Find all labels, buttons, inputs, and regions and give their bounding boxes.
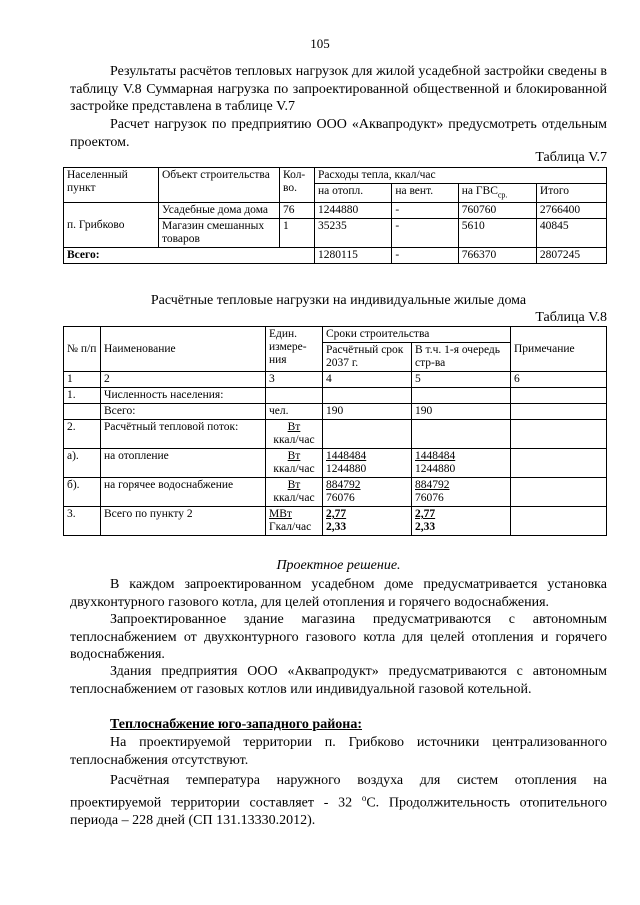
t7-gvs-label: на ГВС (461, 185, 498, 197)
t7-heating: 35235 (315, 219, 392, 248)
t7-object: Усадебные дома дома (159, 203, 280, 219)
t8-first-bot: 76076 (415, 492, 444, 504)
t7-sum-total: 2807245 (536, 248, 606, 264)
table-row (64, 388, 607, 404)
table-v7 (63, 167, 607, 264)
t7-header-object: Объект строительства (159, 168, 280, 203)
solution-paragraph-3: Здания предприятия ООО «Аквапродукт» предусматриваются с автономным теплоснабжением от газовых котлов или индивидуальной газовой котельной. (70, 664, 607, 697)
t7-gvs: 760760 (458, 203, 536, 219)
t8-unit-bot: ккал/час (273, 463, 315, 475)
temp-text-after: С. Продолжительность отопительного периода – 228 дней (СП 131.13330.2012). (70, 795, 608, 828)
t8-header-calc: Расчётный срок 2037 г. (323, 343, 412, 372)
t8-first (412, 478, 511, 507)
t7-sum-vent: - (392, 248, 458, 264)
table-row (64, 507, 607, 536)
intro-paragraph-1: Результаты расчётов тепловых нагрузок для жилой усадебной застройки сведены в таблицу V.8 Суммарная нагрузка по запроектированной общественной и блокированной застройке представлена в таблице V.7 (70, 64, 607, 114)
table-row (64, 478, 607, 507)
t8-calc-top: 2,77 (326, 508, 347, 520)
t8-unit: чел. (266, 404, 323, 420)
t8-calc: 190 (323, 404, 412, 420)
t8-unit (266, 449, 323, 478)
t8-colnum: 5 (412, 372, 511, 388)
t8-name: Расчётный тепловой поток: (101, 420, 266, 449)
table-v8 (63, 326, 607, 536)
t8-header-unit: Един. измере-ния (266, 327, 323, 372)
t8-first-top: 884792 (415, 479, 450, 491)
table-row (64, 203, 607, 219)
t8-name: Всего по пункту 2 (101, 507, 266, 536)
t8-calc-bot: 1244880 (326, 463, 367, 475)
t8-colnum: 4 (323, 372, 412, 388)
t8-name: Численность населения: (101, 388, 266, 404)
t8-no: 2. (64, 420, 101, 449)
southwest-paragraph-1: На проектируемой территории п. Грибково источники централизованного теплоснабжения отсутствуют. (70, 735, 607, 768)
t7-count: 1 (280, 219, 315, 248)
t7-header-heating: на отопл. (315, 184, 392, 203)
t7-count: 76 (280, 203, 315, 219)
t7-gvs: 5610 (458, 219, 536, 248)
t7-header-gvs (458, 184, 536, 203)
t8-no: б). (64, 478, 101, 507)
t8-calc (323, 478, 412, 507)
table8-title: Расчётные тепловые нагрузки на индивидуальные жилые дома (150, 293, 527, 308)
t7-sum-gvs: 766370 (458, 248, 536, 264)
t7-heating: 1244880 (315, 203, 392, 219)
t8-unit (266, 507, 323, 536)
t8-calc (323, 507, 412, 536)
t8-header-terms: Сроки строительства (323, 327, 511, 343)
t8-colnum: 6 (511, 372, 607, 388)
t8-first (412, 449, 511, 478)
t8-header-first: В т.ч. 1-я очередь стр-ва (412, 343, 511, 372)
t8-calc (323, 449, 412, 478)
t8-calc-top: 884792 (326, 479, 361, 491)
t8-name: на горячее водоснабжение (101, 478, 266, 507)
table-row (64, 404, 607, 420)
t8-name: на отопление (101, 449, 266, 478)
t7-header-total: Итого (536, 184, 606, 203)
page-number: 105 (310, 36, 330, 51)
table8-caption: Таблица V.8 (535, 310, 607, 325)
t8-empty (412, 420, 511, 449)
t8-first: 190 (412, 404, 511, 420)
t7-total: 40845 (536, 219, 606, 248)
t8-no: 1. (64, 388, 101, 404)
solution-paragraph-2: Запроектированное здание магазина предусматриваются с автономным теплоснабжением от двухконтурного газового котла для целей отопления и горячего водоснабжения. (70, 612, 607, 662)
solution-title: Проектное решение. (276, 558, 401, 573)
t7-sum-heating: 1280115 (315, 248, 392, 264)
table7-caption: Таблица V.7 (535, 150, 607, 165)
t8-unit-top: Вт (287, 450, 301, 462)
t8-no: 3. (64, 507, 101, 536)
t8-empty (64, 404, 101, 420)
t8-empty (511, 388, 607, 404)
t7-sum-label: Всего: (64, 248, 315, 264)
t8-colnum: 2 (101, 372, 266, 388)
table-row-total (64, 248, 607, 264)
t7-settlement: п. Грибково (64, 203, 159, 248)
southwest-heading: Теплоснабжение юго-западного района: (110, 717, 363, 732)
t8-unit-top: Вт (287, 479, 301, 491)
southwest-heading-line (70, 716, 607, 734)
table-row (64, 372, 607, 388)
t8-empty (412, 388, 511, 404)
southwest-paragraph-2 (70, 772, 607, 829)
t8-empty (511, 404, 607, 420)
t8-empty (323, 388, 412, 404)
t8-header-no: № п/п (64, 327, 101, 372)
t8-name: Всего: (101, 404, 266, 420)
t8-empty (511, 449, 607, 478)
table-row (64, 449, 607, 478)
t8-first-top: 1448484 (415, 450, 456, 462)
t8-colnum: 1 (64, 372, 101, 388)
t7-header-count: Кол-во. (280, 168, 315, 203)
t8-first-bot: 2,33 (415, 521, 436, 533)
t8-unit-top: МВт (269, 508, 292, 520)
t8-unit-bot: Гкал/час (269, 521, 312, 533)
t7-object: Магазин смешанных товаров (159, 219, 280, 248)
t8-unit-bot: ккал/час (273, 434, 315, 446)
t8-calc-bot: 2,33 (326, 521, 347, 533)
t7-gvs-sub: ср. (497, 190, 508, 200)
t8-calc-top: 1448484 (326, 450, 367, 462)
t8-header-note: Примечание (511, 327, 607, 372)
t7-header-vent: на вент. (392, 184, 458, 203)
intro-paragraph-2: Расчет нагрузок по предприятию ООО «Аквапродукт» предусмотреть отдельным проектом. (70, 117, 607, 150)
t8-unit (266, 478, 323, 507)
solution-paragraph-1: В каждом запроектированном усадебном доме предусматривается установка двухконтурного газового котла, для целей отопления и горячего водоснабжения. (70, 577, 607, 610)
t7-header-settlement: Населенный пункт (64, 168, 159, 203)
t8-first-top: 2,77 (415, 508, 436, 520)
t7-vent: - (392, 203, 458, 219)
degree-mark: о (361, 792, 367, 803)
t8-empty (323, 420, 412, 449)
t8-unit-bot: ккал/час (273, 492, 315, 504)
t8-empty (511, 507, 607, 536)
t8-empty (511, 478, 607, 507)
t8-colnum: 3 (266, 372, 323, 388)
t7-total: 2766400 (536, 203, 606, 219)
table-row (64, 420, 607, 449)
t8-header-name: Наименование (101, 327, 266, 372)
t8-empty (511, 420, 607, 449)
t8-first (412, 507, 511, 536)
temp-text-before: Расчётная температура наружного воздуха для систем отопления на проектируемой территории составляет - 32 (70, 773, 607, 811)
t8-unit (266, 420, 323, 449)
t8-empty (266, 388, 323, 404)
t8-no: а). (64, 449, 101, 478)
t8-unit-top: Вт (287, 421, 301, 433)
t7-vent: - (392, 219, 458, 248)
t8-calc-bot: 76076 (326, 492, 355, 504)
t8-first-bot: 1244880 (415, 463, 456, 475)
t7-header-consumption: Расходы тепла, ккал/час (315, 168, 607, 184)
